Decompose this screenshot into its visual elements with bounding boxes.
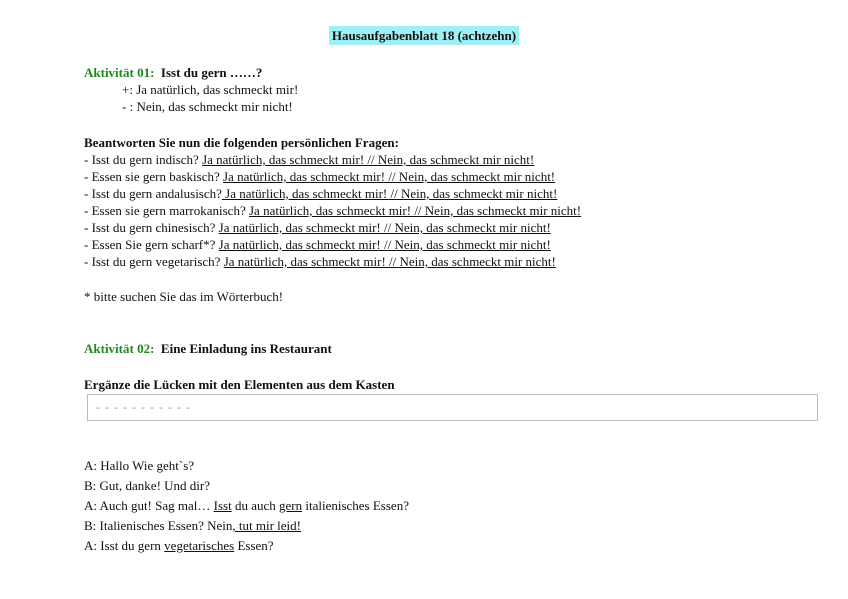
activity-1-label: Aktivität 01: (84, 65, 155, 80)
dialogue-text: A: Auch gut! Sag mal… (84, 498, 214, 513)
dialogue-line (84, 497, 409, 514)
question-answer: Ja natürlich, das schmeckt mir! // Nein, das schmeckt mir nicht! (248, 203, 582, 218)
dialogue-text: Essen? (234, 538, 274, 553)
question-line (84, 253, 556, 270)
dialogue-line (84, 457, 194, 474)
dialogue-filled-word: , tut mir leid! (232, 518, 301, 533)
word-box (87, 394, 818, 421)
question-answer: Ja natürlich, das schmeckt mir! // Nein, das schmeckt mir nicht! (202, 152, 535, 167)
dialogue-line (84, 537, 274, 554)
answer-option-positive: +: Ja natürlich, das schmeckt mir! (122, 82, 299, 97)
dialogue-text: italienisches Essen? (302, 498, 409, 513)
question-line (84, 202, 581, 219)
activity-2-instruction: Ergänze die Lücken mit den Elementen aus dem Kasten (84, 377, 395, 392)
question-line (84, 168, 555, 185)
question-text: - Isst du gern vegetarisch? (84, 254, 224, 269)
question-text: - Isst du gern andalusisch? (84, 186, 222, 201)
question-text: - Essen sie gern marrokanisch? (84, 203, 249, 218)
question-answer: Ja natürlich, das schmeckt mir! // Nein, das schmeckt mir nicht! (223, 254, 556, 269)
question-line (84, 236, 551, 253)
question-answer: Ja natürlich, das schmeckt mir! // Nein, das schmeckt mir nicht! (221, 186, 558, 201)
question-text: - Isst du gern indisch? (84, 152, 203, 167)
answer-option-negative: - : Nein, das schmeckt mir nicht! (122, 99, 293, 114)
question-answer: Ja natürlich, das schmeckt mir! // Nein, das schmeckt mir nicht! (218, 220, 551, 235)
activity-1-heading (84, 64, 262, 81)
questions-heading: Beantworten Sie nun die folgenden persönlichen Fragen: (84, 135, 399, 150)
question-line (84, 219, 551, 236)
dialogue-filled-word: Isst (213, 498, 232, 513)
footnote: * bitte suchen Sie das im Wörterbuch! (84, 289, 284, 304)
question-answer: Ja natürlich, das schmeckt mir! // Nein, das schmeckt mir nicht! (218, 237, 551, 252)
activity-2-heading (84, 340, 332, 357)
question-text: - Isst du gern chinesisch? (84, 220, 219, 235)
dialogue-text: du auch (231, 498, 279, 513)
dialogue-line (84, 477, 210, 494)
title-row (0, 26, 848, 45)
dialogue-text: B: Italienisches Essen? Nein (84, 518, 233, 533)
question-text: - Essen sie gern baskisch? (84, 169, 223, 184)
dialogue-filled-word: gern (279, 498, 303, 513)
dialogue-text: B: Gut, danke! Und dir? (84, 478, 211, 493)
activity-1-title: Isst du gern ……? (160, 65, 263, 80)
page-title: Hausaufgabenblatt 18 (achtzehn) (329, 26, 519, 45)
word-box-content: - - - - - - - - - - - (96, 400, 191, 414)
dialogue-text: A: Hallo Wie geht`s? (84, 458, 195, 473)
question-line (84, 185, 557, 202)
activity-2-title: Eine Einladung ins Restaurant (160, 341, 332, 356)
dialogue-filled-word: vegetarisches (164, 538, 235, 553)
question-line (84, 151, 534, 168)
dialogue-text: A: Isst du gern (84, 538, 165, 553)
dialogue-line (84, 517, 301, 534)
question-answer: Ja natürlich, das schmeckt mir! // Nein, das schmeckt mir nicht! (223, 169, 556, 184)
question-text: - Essen Sie gern scharf*? (84, 237, 219, 252)
activity-2-label: Aktivität 02: (84, 341, 155, 356)
